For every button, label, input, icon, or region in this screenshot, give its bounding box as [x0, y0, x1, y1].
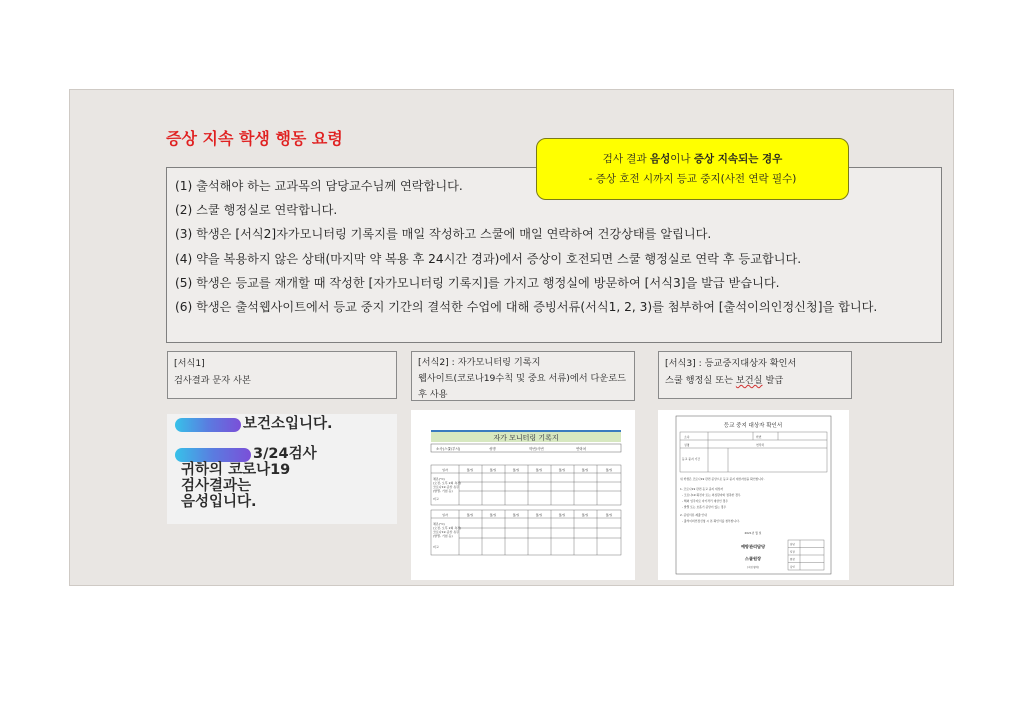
sms-line: 3/24검사 — [253, 446, 317, 462]
step-1: (1) 출석해야 하는 교과목의 담당교수님께 연락합니다. — [175, 179, 463, 193]
doc3-date: 2021년 월 일 — [744, 531, 762, 535]
doc3-note: - 출석이의인정신청 시 본 확인서를 첨부합니다. — [682, 519, 740, 523]
notice-callout — [536, 138, 849, 200]
sms-line: 검사결과는 — [181, 478, 252, 494]
doc3-cell: 등교 중지 기간 — [682, 457, 700, 461]
form-2-box — [411, 351, 635, 401]
form-1-desc: 검사결과 문자 사본 — [174, 375, 251, 386]
step-3: (3) 학생은 [서식2]자가모니터링 기록지를 매일 작성하고 스쿨에 매일 연락하여 건강상태를 알립니다. — [175, 227, 712, 242]
form-3-label: [서식3] : 등교중지대상자 확인서 — [665, 358, 797, 369]
form-3-desc-text: 발급 — [762, 375, 784, 386]
step-4: (4) 약을 복용하지 않은 상태(마지막 약 복용 후 24시간 경과)에서 증상이 호전되면 스쿨 행정실로 연락 후 등교합니다. — [175, 251, 802, 266]
form-1-label: [서식1] — [174, 358, 205, 369]
form-3-desc — [665, 372, 845, 389]
doc2-row-label: 코로나19 증상 유무 — [433, 530, 460, 534]
confirmation-form-image — [658, 410, 849, 580]
callout-line-1 — [537, 149, 848, 169]
doc3-sign: 예방관리담당 — [740, 544, 766, 549]
sms-result-image — [167, 414, 397, 524]
doc2-row-label: (오전, 오후 2회 측정) — [433, 526, 462, 530]
doc3-cell: 소속 — [684, 435, 690, 439]
doc3-note: - 코로나19 확진자 또는 의심환자와 접촉한 경우 — [682, 493, 741, 497]
doc2-row-label: (발열, 기침 등) — [433, 534, 453, 538]
callout-text: 검사 결과 — [602, 153, 650, 165]
confirmation-form-drawing — [658, 410, 849, 580]
form-2-desc: 웹사이트(코로나19수칙 및 중요 서류)에서 다운로드 후 사용 — [418, 373, 627, 400]
step-2: (2) 스쿨 행정실로 연락합니다. — [175, 203, 338, 218]
callout-emphasis: 음성 — [649, 153, 671, 165]
redaction-bar — [175, 448, 251, 462]
doc2-sub-cell: 월/일 — [466, 468, 474, 472]
doc2-sub-cell: 월/일 — [558, 513, 566, 517]
doc3-cell: 연락처 — [756, 443, 765, 447]
form-1-box — [167, 351, 397, 399]
sms-line: 보건소입니다. — [243, 416, 333, 432]
doc2-header-cell: 소속(스쿨/부서) — [436, 447, 461, 451]
doc2-sub-cell: 월/일 — [512, 468, 520, 472]
doc2-row-label: 비고 — [433, 497, 439, 501]
doc2-sub-cell: 월/일 — [605, 468, 613, 472]
callout-line-2: - 증상 호전 시까지 등교 중지(사전 연락 필수) — [588, 173, 797, 185]
doc3-sign-note: (직인생략) — [747, 566, 759, 569]
doc3-note: - 해외 입국자로 자가격리 대상인 경우 — [682, 499, 728, 503]
doc3-side-cell: 원장 — [790, 558, 795, 561]
callout-emphasis: 증상 지속되는 경우 — [693, 153, 783, 165]
doc2-sub-cell: 월/일 — [489, 468, 497, 472]
doc2-sub-cell: 월/일 — [581, 468, 589, 472]
doc3-note: - 발열 또는 호흡기 증상이 있는 경우 — [682, 505, 727, 509]
self-monitoring-form-drawing — [411, 410, 635, 580]
doc2-row-label: 비고 — [433, 545, 439, 549]
doc3-title: 등교 중지 대상자 확인서 — [723, 423, 783, 429]
form-2-label: [서식2] : 자가모니터링 기록지 — [418, 357, 541, 368]
doc3-side-cell: 담당 — [790, 543, 795, 546]
doc3-side-cell: 팀장 — [790, 550, 795, 554]
doc2-row-label: (발열, 기침 등) — [433, 489, 453, 493]
page-title: 증상 지속 학생 행동 요령 — [166, 129, 343, 148]
doc2-sub-cell: 월/일 — [535, 468, 543, 472]
doc2-sub-cell: 월/일 — [581, 513, 589, 517]
doc2-header-cell: 성명 — [489, 447, 496, 451]
doc3-note: 위 학생은 코로나19 관련 증상으로 등교 중지 대상자임을 확인합니다. — [680, 477, 765, 481]
doc2-sub-cell: 월/일 — [489, 513, 497, 517]
sms-line: 귀하의 코로나19 — [181, 462, 291, 478]
doc2-sub-cell: 월/일 — [466, 513, 474, 517]
doc2-day-label: 일자 — [442, 468, 448, 472]
doc3-side-cell: 날인 — [790, 565, 795, 569]
callout-text: 이나 — [670, 153, 694, 165]
doc3-cell: 학번 — [756, 435, 762, 439]
slide — [69, 89, 954, 586]
redaction-bar — [175, 418, 241, 432]
doc2-title: 자가 모니터링 기록지 — [493, 434, 559, 442]
doc2-sub-cell: 월/일 — [605, 513, 613, 517]
form-3-box — [658, 351, 852, 399]
step-5: (5) 학생은 등교를 재개할 때 작성한 [자가모니터링 기록지]를 가지고 행정실에 방문하여 [서식3]을 발급 받습니다. — [175, 275, 780, 290]
doc2-row-label: 코로나19 증상 유무 — [433, 485, 460, 489]
doc2-header-cell: 연락처 — [576, 447, 587, 451]
doc3-note: 2. 증빙서류 제출 안내 — [680, 513, 707, 517]
sms-line: 음성입니다. — [181, 494, 257, 510]
form-3-desc-underlined: 보건실 — [735, 375, 763, 386]
doc3-sign: 스쿨원장 — [744, 556, 762, 561]
doc2-row-label: (오전, 오후 2회 측정) — [433, 481, 462, 485]
doc3-note: 1. 코로나19 관련 등교 중지 대상자 — [680, 487, 724, 491]
doc2-row-label: 체온(°C) — [433, 477, 445, 481]
doc2-sub-cell: 월/일 — [535, 513, 543, 517]
self-monitoring-form-image — [411, 410, 635, 580]
doc2-header-cell: 학번/사번 — [529, 447, 544, 451]
form-3-desc-text: 스쿨 행정실 또는 — [665, 375, 736, 386]
step-6: (6) 학생은 출석웹사이트에서 등교 중지 기간의 결석한 수업에 대해 증빙서류(서식1, 2, 3)를 첨부하여 [출석이의인정신청]을 합니다. — [175, 300, 878, 315]
doc2-row-label: 체온(°C) — [433, 522, 445, 526]
doc2-day-label: 일자 — [442, 513, 448, 517]
doc2-sub-cell: 월/일 — [558, 468, 566, 472]
doc3-cell: 성명 — [684, 443, 690, 447]
doc2-sub-cell: 월/일 — [512, 513, 520, 517]
